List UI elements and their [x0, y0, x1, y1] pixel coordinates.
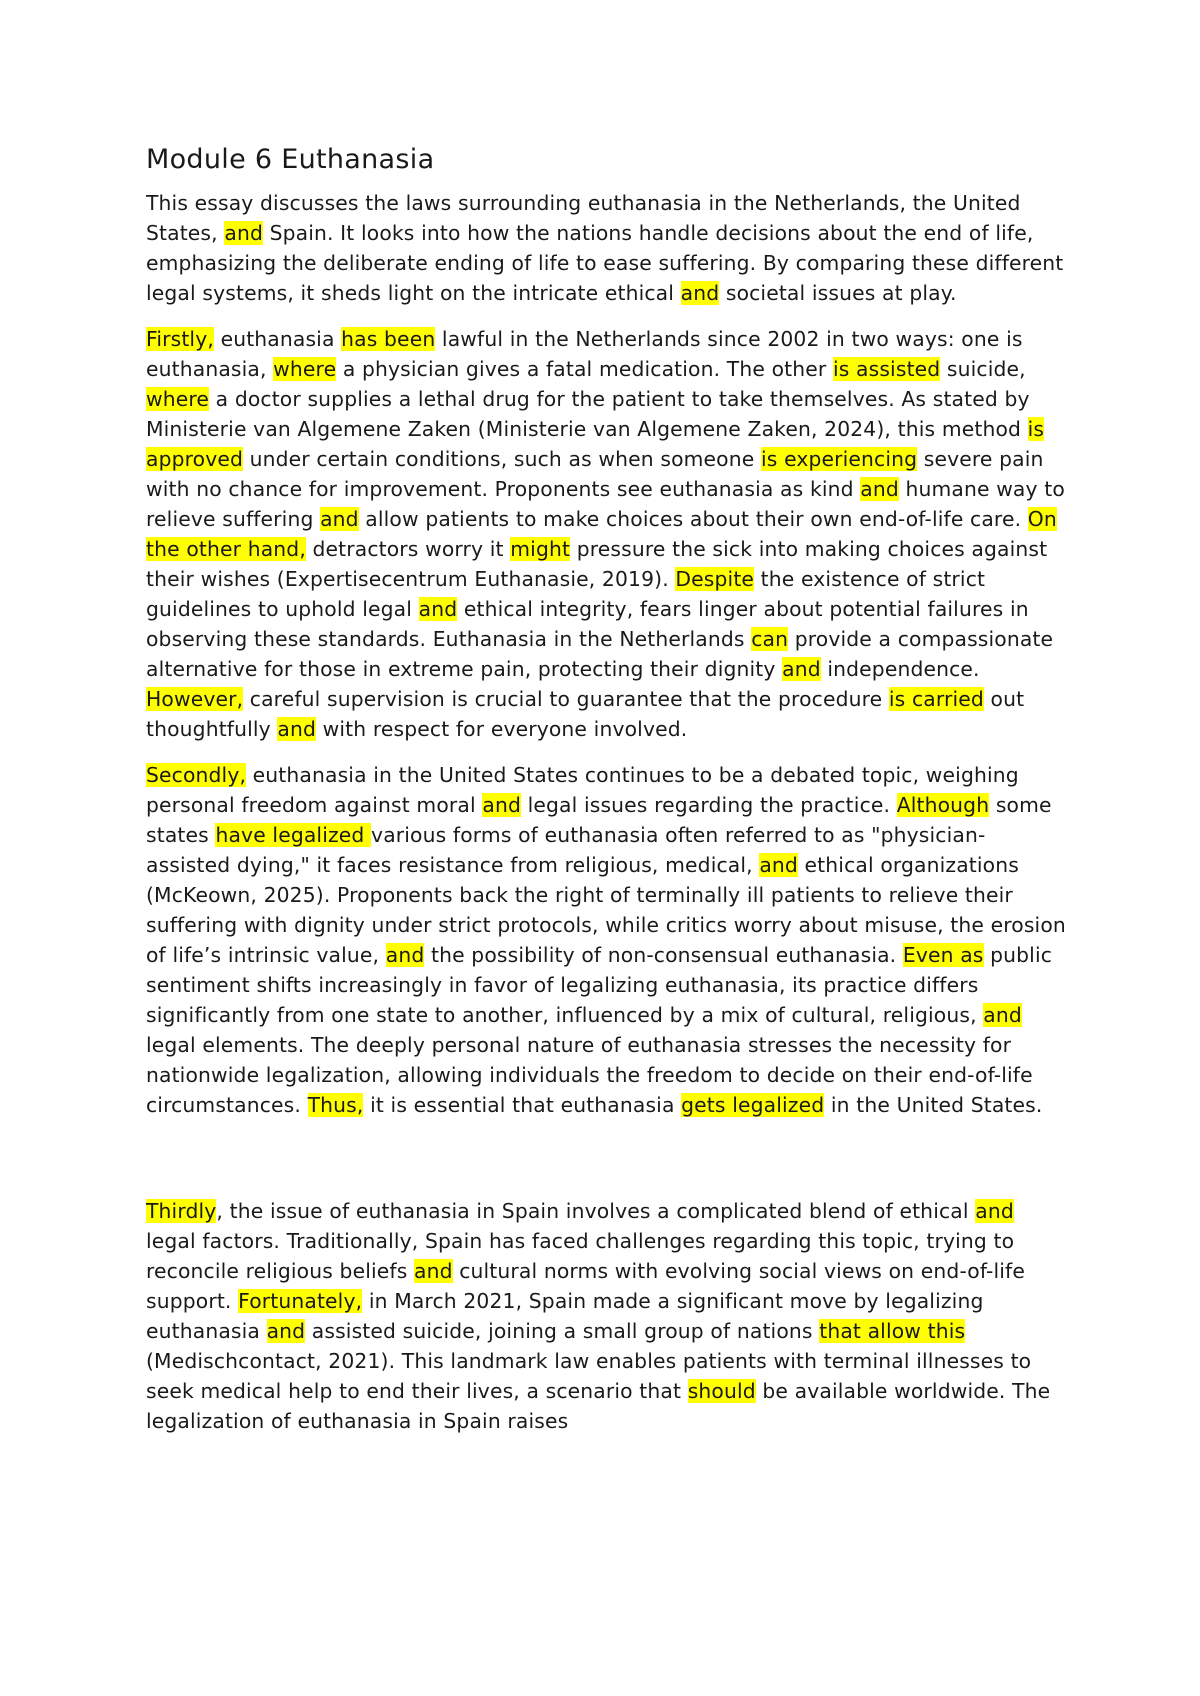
text-run: assisted suicide, joining a small group of nations	[305, 1319, 820, 1343]
highlighted-phrase: Secondly,	[146, 763, 247, 787]
text-run: a doctor supplies a lethal drug for the patient to take themselves. As stated by Ministerie van Algemene Zaken (Ministerie van Algemene Zaken, 2024), this method	[146, 387, 1030, 441]
highlighted-phrase: gets legalized	[681, 1093, 825, 1117]
highlighted-phrase: Firstly,	[146, 327, 214, 351]
text-run: suicide,	[940, 357, 1026, 381]
paragraph-united-states	[146, 760, 1066, 1120]
text-run: various forms of euthanasia often referred to as "physician-assisted dying," it faces resistance from religious, medical,	[146, 823, 986, 877]
highlighted-phrase: and	[782, 657, 821, 681]
highlighted-phrase: Although	[896, 793, 990, 817]
highlighted-phrase: and	[860, 477, 899, 501]
highlighted-phrase: and	[266, 1319, 306, 1343]
text-run: euthanasia	[213, 327, 342, 351]
text-run: the possibility of non-consensual euthanasia.	[424, 943, 903, 967]
highlighted-phrase: and	[983, 1003, 1022, 1027]
text-run: pressure the sick into making choices against their wishes (Expertisecentrum Euthanasie, 2019).	[146, 537, 1048, 591]
highlighted-phrase: and	[277, 717, 317, 741]
text-run: public sentiment shifts increasingly in favor of legalizing euthanasia, its practice differs significantly from one state to another, influenced by a mix of cultural, religious,	[146, 943, 1053, 1027]
text-run: provide a compassionate alternative for those in extreme pain, protecting their dignity	[146, 627, 1054, 681]
highlighted-phrase: should	[687, 1379, 756, 1403]
highlighted-phrase: and	[414, 1259, 453, 1283]
text-run: legal issues regarding the practice.	[520, 793, 897, 817]
highlighted-phrase: is assisted	[832, 357, 941, 381]
text-run: This essay discusses the laws surrounding euthanasia in the Netherlands, the United States,	[146, 191, 1021, 245]
text-run: legal elements. The deeply personal nature of euthanasia stresses the necessity for nationwide legalization, allowing individuals the freedom to decide on their end-of-life circumstances.	[146, 1033, 1033, 1117]
text-run: with respect for everyone involved.	[316, 717, 688, 741]
paragraph-intro	[146, 188, 1066, 308]
text-run: out thoughtfully	[146, 687, 1025, 741]
highlighted-phrase: have legalized	[215, 823, 372, 847]
text-run: humane way to relieve suffering	[146, 477, 1065, 531]
highlighted-phrase: Fortunately,	[238, 1289, 363, 1313]
text-run: lawful in the Netherlands since 2002 in two ways: one is euthanasia,	[146, 327, 1023, 381]
text-run: legal factors. Traditionally, Spain has faced challenges regarding this topic, trying to reconcile religious beliefs	[146, 1229, 1015, 1283]
text-run: (Medischcontact, 2021). This landmark law enables patients with terminal illnesses to seek medical help to end their lives, a scenario that	[146, 1349, 1032, 1403]
highlighted-phrase: might	[510, 537, 571, 561]
highlighted-phrase: and	[482, 793, 521, 817]
text-run: societal issues at play.	[719, 281, 957, 305]
highlighted-phrase: and	[975, 1199, 1014, 1223]
text-run: careful supervision is crucial to guarantee that the procedure	[243, 687, 889, 711]
text-run: in the United States.	[824, 1093, 1043, 1117]
highlighted-phrase: and	[680, 281, 720, 305]
text-run: the existence of strict guidelines to uphold legal	[146, 567, 986, 621]
highlighted-phrase: and	[418, 597, 458, 621]
highlighted-phrase: can	[751, 627, 789, 651]
highlighted-phrase: Thirdly	[146, 1199, 217, 1223]
highlighted-phrase: has been	[341, 327, 436, 351]
highlighted-phrase: However,	[146, 687, 244, 711]
text-run: ethical organizations (McKeown, 2025). Proponents back the right of terminally ill patients to relieve their suffering with dignity under strict protocols, while critics worry about misuse, the erosion of life’s intrinsic value,	[146, 853, 1066, 967]
highlighted-phrase: and	[759, 853, 798, 877]
paragraph-netherlands	[146, 324, 1066, 744]
highlighted-phrase: On the other hand,	[146, 507, 1057, 561]
highlighted-phrase: is approved	[146, 417, 1045, 471]
document-body	[146, 140, 1066, 1452]
text-run: cultural norms with evolving social views on end-of-life support.	[146, 1259, 1025, 1313]
paragraph-spain	[146, 1196, 1066, 1436]
text-run: detractors worry it	[305, 537, 511, 561]
text-run: a physician gives a fatal medication. The other	[336, 357, 833, 381]
text-run: independence.	[820, 657, 980, 681]
document-title: Module 6 Euthanasia	[146, 144, 435, 175]
highlighted-phrase: and	[224, 221, 263, 245]
highlighted-phrase: is carried	[888, 687, 984, 711]
highlighted-phrase: Despite	[675, 567, 755, 591]
text-run: allow patients to make choices about their own end-of-life care.	[358, 507, 1028, 531]
text-run: in March 2021, Spain made a significant move by legalizing euthanasia	[146, 1289, 984, 1343]
highlighted-phrase: where	[273, 357, 337, 381]
highlighted-phrase: Even as	[902, 943, 984, 967]
text-run: Spain. It looks into how the nations handle decisions about the end of life, emphasizing the deliberate ending of life to ease suffering. By comparing these different legal systems, it sheds light on the intricate ethical	[146, 221, 1064, 305]
highlighted-phrase: that allow this	[819, 1319, 966, 1343]
highlighted-phrase: is experiencing	[760, 447, 918, 471]
text-run: euthanasia in the United States continues to be a debated topic, weighing personal freedom against moral	[146, 763, 1019, 817]
text-run: severe pain with no chance for improvement. Proponents see euthanasia as kind	[146, 447, 1044, 501]
text-run: , the issue of euthanasia in Spain involves a complicated blend of ethical	[216, 1199, 976, 1223]
text-run: some states	[146, 793, 1052, 847]
text-run: be available worldwide. The legalization of euthanasia in Spain raises	[146, 1379, 1051, 1433]
highlighted-phrase: and	[320, 507, 359, 531]
text-run: ethical integrity, fears linger about potential failures in observing these standards. Euthanasia in the Netherlands	[146, 597, 1029, 651]
highlighted-phrase: where	[146, 387, 210, 411]
text-run: under certain conditions, such as when someone	[243, 447, 761, 471]
text-run: it is essential that euthanasia	[363, 1093, 682, 1117]
highlighted-phrase: and	[385, 943, 425, 967]
highlighted-phrase: Thus,	[307, 1093, 364, 1117]
